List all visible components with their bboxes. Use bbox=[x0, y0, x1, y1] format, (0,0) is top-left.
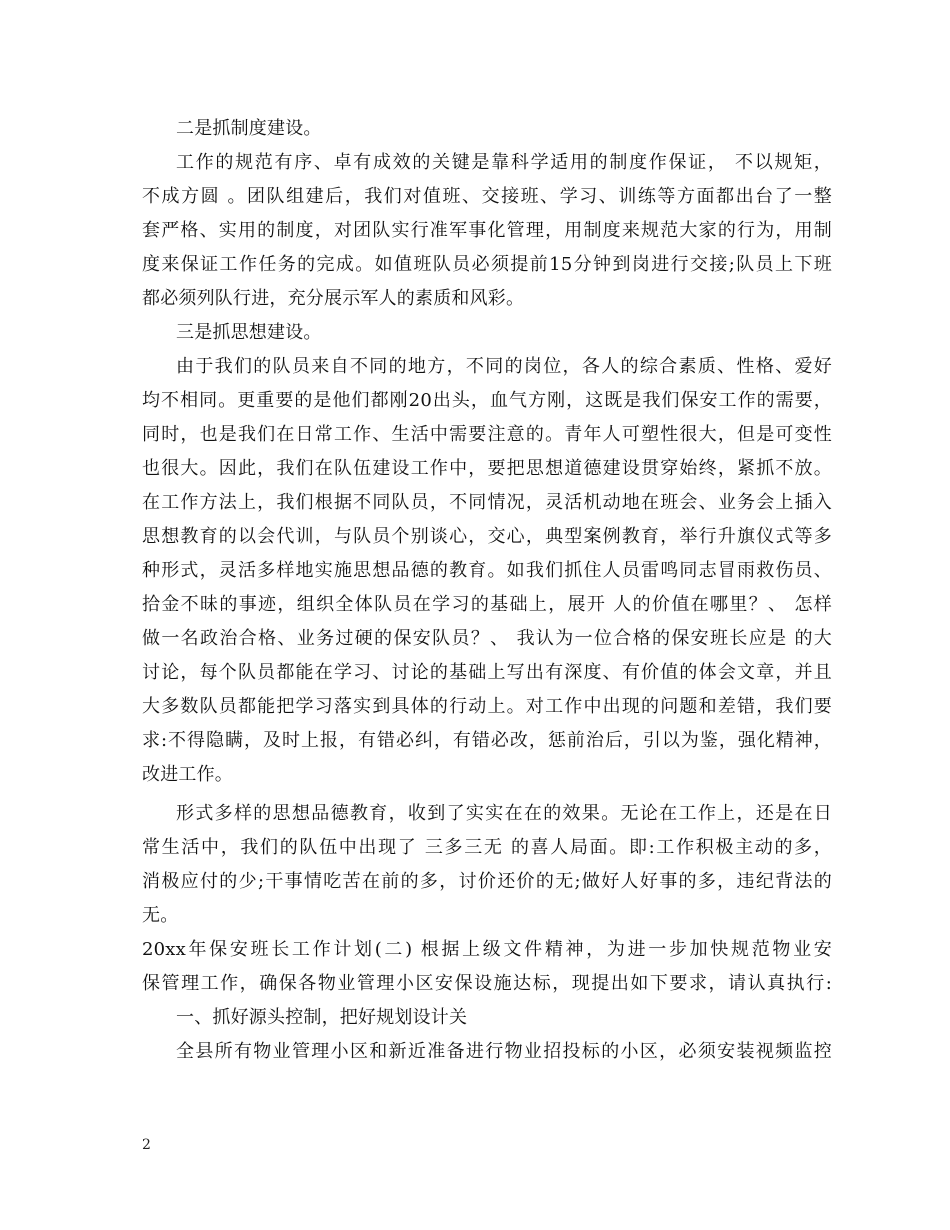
paragraph-line: 无。 bbox=[142, 905, 179, 926]
paragraph-line: 都必须列队行进，充分展示军人的素质和风彩。 bbox=[142, 288, 525, 309]
paragraph-line: 不成方圆 。团队组建后，我们对值班、交接班、学习、训练等方面都出台了一整 bbox=[142, 186, 832, 207]
paragraph-line: 套严格、实用的制度，对团队实行准军事化管理，用制度来规范大家的行为，用制 bbox=[142, 220, 832, 241]
paragraph-line: 思想教育的以会代训，与队员个别谈心，交心，典型案例教育，举行升旗仪式等多 bbox=[142, 526, 832, 547]
paragraph-line: 做一名政治合格、业务过硬的保安队员？、 我认为一位合格的保安班长应是 的大 bbox=[142, 628, 832, 649]
paragraph-line: 保管理工作，确保各物业管理小区安保设施达标，现提出如下要求，请认真执行: bbox=[142, 973, 832, 994]
paragraph-line: 常生活中，我们的队伍中出现了 三多三无 的喜人局面。即:工作积极主动的多， bbox=[142, 837, 832, 858]
section-heading: 三是抓思想建设。 bbox=[176, 322, 322, 343]
paragraph-line: 由于我们的队员来自不同的地方，不同的岗位，各人的综合素质、性格、爱好 bbox=[176, 356, 832, 377]
paragraph-line: 讨论，每个队员都能在学习、讨论的基础上写出有深度、有价值的体会文章，并且 bbox=[142, 662, 832, 683]
paragraph-line: 工作的规范有序、卓有成效的关键是靠科学适用的制度作保证， 不以规矩， bbox=[176, 152, 832, 173]
paragraph-line: 同时，也是我们在日常工作、生活中需要注意的。青年人可塑性很大，但是可变性 bbox=[142, 424, 832, 445]
paragraph-line: 大多数队员都能把学习落实到具体的行动上。对工作中出现的问题和差错，我们要 bbox=[142, 696, 832, 717]
paragraph-line: 求:不得隐瞒，及时上报，有错必纠，有错必改，惩前治后，引以为鉴，强化精神， bbox=[142, 730, 832, 751]
paragraph-line: 全县所有物业管理小区和新近准备进行物业招投标的小区，必须安装视频监控 bbox=[176, 1041, 832, 1062]
paragraph-line: 在工作方法上，我们根据不同队员，不同情况，灵活机动地在班会、业务会上插入 bbox=[142, 492, 832, 513]
paragraph-line: 形式多样的思想品德教育，收到了实实在在的效果。无论在工作上，还是在日 bbox=[176, 803, 832, 824]
paragraph-line: 改进工作。 bbox=[142, 764, 233, 785]
plan-title-line: 20xx年保安班长工作计划(二) 根据上级文件精神，为进一步加快规范物业安 bbox=[142, 939, 832, 960]
section-heading: 一、抓好源头控制，把好规划设计关 bbox=[176, 1007, 468, 1028]
paragraph-line: 种形式，灵活多样地实施思想品德的教育。如我们抓住人员雷鸣同志冒雨救伤员、 bbox=[142, 560, 832, 581]
paragraph-line: 拾金不昧的事迹，组织全体队员在学习的基础上，展开 人的价值在哪里？、 怎样 bbox=[142, 594, 832, 615]
section-heading: 二是抓制度建设。 bbox=[176, 118, 322, 139]
paragraph-line: 也很大。因此，我们在队伍建设工作中，要把思想道德建设贯穿始终，紧抓不放。 bbox=[142, 458, 832, 479]
page-number: 2 bbox=[142, 1137, 151, 1153]
paragraph-line: 度来保证工作任务的完成。如值班队员必须提前15分钟到岗进行交接;队员上下班 bbox=[142, 254, 832, 275]
document-body bbox=[142, 112, 832, 1069]
paragraph-line: 均不相同。更重要的是他们都刚20出头，血气方刚，这既是我们保安工作的需要， bbox=[142, 390, 832, 411]
paragraph-line: 消极应付的少;干事情吃苦在前的多，讨价还价的无;做好人好事的多，违纪背法的 bbox=[142, 871, 832, 892]
